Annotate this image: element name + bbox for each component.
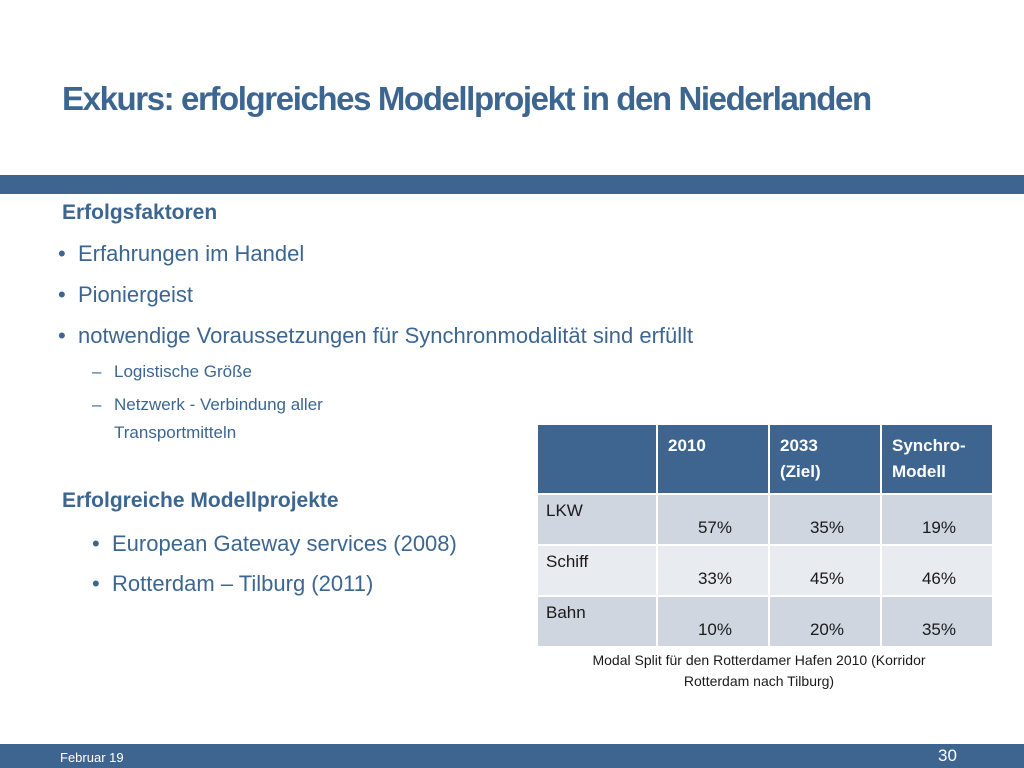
- caption-line: Rotterdam nach Tilburg): [683, 673, 835, 689]
- bullet-item: [92, 571, 373, 597]
- bullet-item: [58, 241, 304, 267]
- caption-line: Modal Split für den Rotterdamer Hafen 2010 (Korridor: [592, 652, 926, 668]
- page-number: 30: [938, 746, 957, 765]
- value-cell: 46%: [881, 545, 993, 596]
- table-row: [537, 596, 993, 647]
- table-row: [537, 494, 993, 545]
- dash-icon: –: [92, 395, 102, 414]
- bullet-text: Pioniergeist: [78, 282, 193, 307]
- header-text: Modell: [892, 462, 946, 481]
- subbullet-line: Netzwerk - Verbindung aller: [114, 395, 323, 414]
- heading-erfolgsfaktoren: Erfolgsfaktoren: [62, 201, 218, 224]
- bullet-item: [58, 282, 193, 308]
- table-row: [537, 545, 993, 596]
- header-text: 2010: [668, 436, 706, 455]
- modal-split-table: [536, 423, 994, 648]
- subbullet-text: [114, 391, 323, 447]
- table-caption: [536, 650, 982, 692]
- header-cell-2033: [769, 424, 881, 494]
- bullet-dot-icon: •: [92, 531, 100, 556]
- bullet-dot-icon: •: [92, 571, 100, 596]
- heading-modellprojekte: Erfolgreiche Modellprojekte: [62, 489, 339, 512]
- row-label-cell: Schiff: [537, 545, 657, 596]
- header-cell-2010: [657, 424, 769, 494]
- bullet-item: [92, 531, 457, 557]
- dash-icon: –: [92, 362, 102, 381]
- bullet-text: Erfahrungen im Handel: [78, 241, 305, 266]
- value-cell: 57%: [657, 494, 769, 545]
- bullet-dot-icon: •: [58, 241, 66, 266]
- subbullet-text: Logistische Größe: [114, 362, 252, 381]
- footer-date: Februar 19: [60, 750, 124, 765]
- subbullet-line: Transportmitteln: [114, 423, 237, 442]
- row-label-cell: Bahn: [537, 596, 657, 647]
- value-cell: 10%: [657, 596, 769, 647]
- subbullet-item: [92, 358, 252, 386]
- row-label-cell: LKW: [537, 494, 657, 545]
- table-header-row: [537, 424, 993, 494]
- value-cell: 20%: [769, 596, 881, 647]
- slide-title: Exkurs: erfolgreiches Modellprojekt in den Niederlanden: [62, 80, 871, 117]
- header-text: (Ziel): [780, 462, 821, 481]
- header-text: 2033: [780, 436, 818, 455]
- value-cell: 19%: [881, 494, 993, 545]
- subbullet-item: [92, 391, 323, 447]
- footer-bar: [0, 744, 1024, 768]
- header-cell-synchro: [881, 424, 993, 494]
- title-divider-bar: [0, 175, 1024, 194]
- bullet-text: notwendige Voraussetzungen für Synchronmodalität sind erfüllt: [78, 323, 694, 348]
- bullet-dot-icon: •: [58, 323, 66, 348]
- header-text: Synchro-: [892, 436, 966, 455]
- bullet-text: European Gateway services (2008): [112, 531, 457, 556]
- value-cell: 33%: [657, 545, 769, 596]
- bullet-text: Rotterdam – Tilburg (2011): [112, 571, 374, 596]
- value-cell: 35%: [769, 494, 881, 545]
- bullet-item: [58, 323, 693, 349]
- bullet-dot-icon: •: [58, 282, 66, 307]
- header-cell-empty: [537, 424, 657, 494]
- value-cell: 35%: [881, 596, 993, 647]
- value-cell: 45%: [769, 545, 881, 596]
